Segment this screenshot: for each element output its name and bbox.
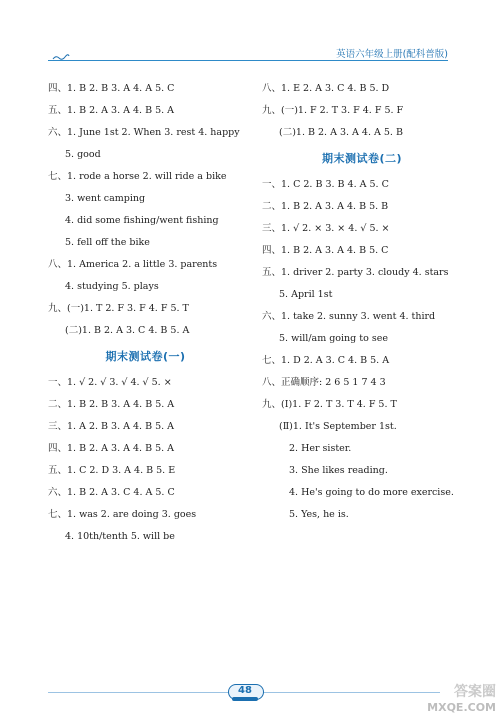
watermark-text: 答案圈 <box>454 684 496 700</box>
answer-line: 六、1. take 2. sunny 3. went 4. third <box>262 311 436 322</box>
answer-line: 5. April 1st <box>279 289 333 300</box>
watermark-url: MXQE.COM <box>427 701 496 714</box>
answer-line: 六、1. B 2. A 3. C 4. A 5. C <box>48 487 175 498</box>
answer-line: 一、1. C 2. B 3. B 4. A 5. C <box>262 179 389 190</box>
answer-line: 七、1. D 2. A 3. C 4. B 5. A <box>262 355 390 366</box>
answer-line: 5. fell off the bike <box>65 237 150 248</box>
answer-line: 七、1. rode a horse 2. will ride a bike <box>48 171 227 182</box>
header-divider <box>48 60 448 61</box>
answer-line: 九、(一)1. T 2. F 3. F 4. F 5. T <box>48 303 189 314</box>
answer-line: 六、1. June 1st 2. When 3. rest 4. happy <box>48 127 240 138</box>
answer-line: 五、1. driver 2. party 3. cloudy 4. stars <box>262 267 449 278</box>
answer-line: 一、1. √ 2. √ 3. √ 4. √ 5. × <box>48 377 172 388</box>
answer-line: 四、1. B 2. A 3. A 4. B 5. C <box>262 245 389 256</box>
header-title: 英语六年级上册(配科普版) <box>336 49 448 60</box>
answer-line: 五、1. C 2. D 3. A 4. B 5. E <box>48 465 176 476</box>
answer-line: 5. Yes, he is. <box>289 509 349 520</box>
answer-line: 4. did some fishing/went fishing <box>65 215 219 226</box>
right-answer-column <box>262 78 462 526</box>
page-number-badge <box>222 684 268 704</box>
left-answer-column <box>48 78 243 548</box>
answer-line: (二)1. B 2. A 3. A 4. A 5. B <box>279 127 403 138</box>
answer-line: 3. She likes reading. <box>289 465 388 476</box>
watermark <box>427 684 496 716</box>
section-heading: 期末测试卷(二) <box>321 152 403 165</box>
answer-line: 5. will/am going to see <box>279 333 388 344</box>
answer-line: 八、正确顺序: 2 6 5 1 7 4 3 <box>262 377 386 388</box>
answer-line: 五、1. B 2. A 3. A 4. B 5. A <box>48 105 175 116</box>
answer-line: 三、1. A 2. B 3. A 4. B 5. A <box>48 421 175 432</box>
answer-line: 二、1. B 2. B 3. A 4. B 5. A <box>48 399 175 410</box>
answer-line: 四、1. B 2. A 3. A 4. B 5. A <box>48 443 175 454</box>
answer-line: 三、1. √ 2. × 3. × 4. √ 5. × <box>262 223 390 234</box>
answer-line: 七、1. was 2. are doing 3. goes <box>48 509 197 520</box>
answer-line: (Ⅱ)1. It's September 1st. <box>279 421 397 432</box>
answer-line: 八、1. E 2. A 3. C 4. B 5. D <box>262 83 390 94</box>
answer-line: 九、(一)1. F 2. T 3. F 4. F 5. F <box>262 105 404 116</box>
answer-line: (二)1. B 2. A 3. C 4. B 5. A <box>65 325 190 336</box>
answer-line: 5. good <box>65 149 101 160</box>
answer-line: 4. studying 5. plays <box>65 281 159 292</box>
answer-line: 3. went camping <box>65 193 146 204</box>
answer-line: 八、1. America 2. a little 3. parents <box>48 259 218 270</box>
answer-line: 二、1. B 2. A 3. A 4. B 5. B <box>262 201 389 212</box>
answer-line: 九、(Ⅰ)1. F 2. T 3. T 4. F 5. T <box>262 399 397 410</box>
answer-line: 2. Her sister. <box>289 443 352 454</box>
header-decoration-icon <box>52 53 70 60</box>
page-number: 48 <box>238 685 252 696</box>
answer-line: 4. He's going to do more exercise. <box>289 487 454 498</box>
answer-line: 四、1. B 2. B 3. A 4. A 5. C <box>48 83 175 94</box>
answer-line: 4. 10th/tenth 5. will be <box>65 531 175 542</box>
section-heading: 期末测试卷(一) <box>105 350 186 363</box>
